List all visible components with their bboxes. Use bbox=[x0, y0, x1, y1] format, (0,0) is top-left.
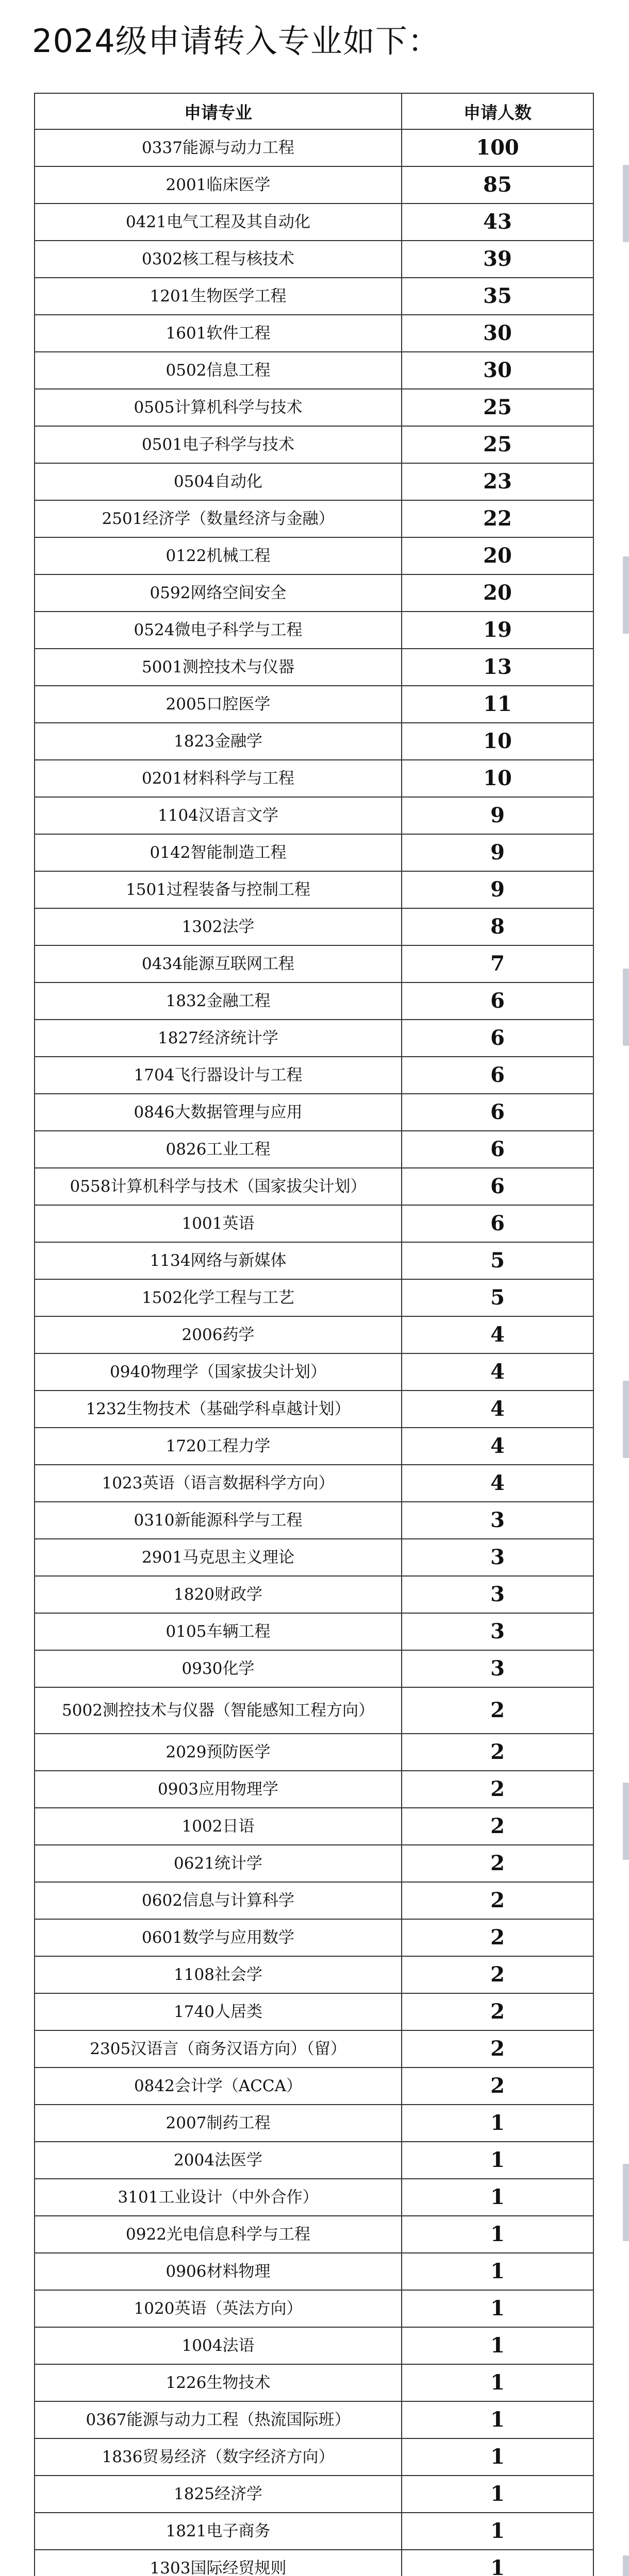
major-name-cell: 1836贸易经济（数字经济方向） bbox=[35, 2438, 402, 2476]
table-row bbox=[35, 1391, 593, 1428]
applicant-count-cell: 2 bbox=[402, 1734, 593, 1771]
applicant-count-cell: 9 bbox=[402, 871, 593, 908]
scroll-markers bbox=[622, 0, 629, 2576]
applicant-count-cell: 6 bbox=[402, 1057, 593, 1094]
table-body bbox=[35, 129, 593, 2576]
applicant-count-cell: 1 bbox=[402, 2550, 593, 2576]
table-row bbox=[35, 2513, 593, 2550]
major-name-cell: 0142智能制造工程 bbox=[35, 834, 402, 871]
major-name-cell: 2004法医学 bbox=[35, 2142, 402, 2179]
applicant-count-cell: 2 bbox=[402, 2067, 593, 2105]
table-row bbox=[35, 1882, 593, 1919]
table-row bbox=[35, 1613, 593, 1650]
page-title: 2024级申请转入专业如下： bbox=[32, 22, 440, 60]
major-name-cell: 1020英语（英法方向） bbox=[35, 2290, 402, 2327]
major-name-cell: 1226生物技术 bbox=[35, 2364, 402, 2401]
table-row bbox=[35, 2030, 593, 2067]
applicant-count-cell: 6 bbox=[402, 1020, 593, 1057]
major-name-cell: 0502信息工程 bbox=[35, 352, 402, 389]
major-name-cell: 0601数学与应用数学 bbox=[35, 1919, 402, 1956]
major-name-cell: 1201生物医学工程 bbox=[35, 278, 402, 315]
table-row bbox=[35, 2327, 593, 2364]
applicant-count-cell: 4 bbox=[402, 1465, 593, 1502]
major-name-cell: 0602信息与计算科学 bbox=[35, 1882, 402, 1919]
table-row bbox=[35, 278, 593, 315]
applicant-count-cell: 7 bbox=[402, 945, 593, 982]
scroll-marker bbox=[623, 2555, 629, 2576]
applicant-count-cell: 6 bbox=[402, 982, 593, 1020]
major-name-cell: 1134网络与新媒体 bbox=[35, 1242, 402, 1279]
table-row bbox=[35, 760, 593, 797]
table-row bbox=[35, 1020, 593, 1057]
applicant-count-cell: 9 bbox=[402, 834, 593, 871]
major-name-cell: 0558计算机科学与技术（国家拔尖计划） bbox=[35, 1168, 402, 1205]
applicant-count-cell: 3 bbox=[402, 1576, 593, 1613]
applicant-count-cell: 30 bbox=[402, 315, 593, 352]
applicant-count-cell: 2 bbox=[402, 1956, 593, 1993]
major-name-cell: 1601软件工程 bbox=[35, 315, 402, 352]
major-name-cell: 0592网络空间安全 bbox=[35, 574, 402, 612]
table-row bbox=[35, 1650, 593, 1687]
scroll-marker bbox=[623, 969, 629, 1046]
table-row bbox=[35, 500, 593, 537]
applicant-count-cell: 25 bbox=[402, 426, 593, 463]
table-row bbox=[35, 2179, 593, 2216]
applicant-count-cell: 1 bbox=[402, 2290, 593, 2327]
table-row bbox=[35, 2105, 593, 2142]
header-major: 申请专业 bbox=[35, 93, 402, 129]
table-row bbox=[35, 1919, 593, 1956]
applicant-count-cell: 22 bbox=[402, 500, 593, 537]
applicant-count-cell: 2 bbox=[402, 1919, 593, 1956]
table-row bbox=[35, 2067, 593, 2105]
applicant-count-cell: 100 bbox=[402, 129, 593, 166]
applicant-count-cell: 1 bbox=[402, 2364, 593, 2401]
scroll-marker bbox=[623, 556, 629, 634]
applicant-count-cell: 43 bbox=[402, 204, 593, 241]
table-row bbox=[35, 2290, 593, 2327]
table-row bbox=[35, 1993, 593, 2030]
major-name-cell: 0310新能源科学与工程 bbox=[35, 1502, 402, 1539]
major-name-cell: 0846大数据管理与应用 bbox=[35, 1094, 402, 1131]
applicant-count-cell: 3 bbox=[402, 1539, 593, 1576]
major-name-cell: 1832金融工程 bbox=[35, 982, 402, 1020]
major-name-cell: 0906材料物理 bbox=[35, 2253, 402, 2290]
major-name-cell: 1820财政学 bbox=[35, 1576, 402, 1613]
major-name-cell: 1720工程力学 bbox=[35, 1428, 402, 1465]
applicant-count-cell: 19 bbox=[402, 612, 593, 649]
applicant-count-cell: 30 bbox=[402, 352, 593, 389]
applicant-count-cell: 2 bbox=[402, 1687, 593, 1734]
table-row bbox=[35, 1465, 593, 1502]
table-row bbox=[35, 2253, 593, 2290]
major-name-cell: 1827经济统计学 bbox=[35, 1020, 402, 1057]
table-row bbox=[35, 2142, 593, 2179]
table-row bbox=[35, 1205, 593, 1242]
applicant-count-cell: 1 bbox=[402, 2401, 593, 2438]
table-row bbox=[35, 2216, 593, 2253]
major-name-cell: 0201材料科学与工程 bbox=[35, 760, 402, 797]
major-name-cell: 0504自动化 bbox=[35, 463, 402, 500]
major-name-cell: 1023英语（语言数据科学方向） bbox=[35, 1465, 402, 1502]
applicant-count-cell: 4 bbox=[402, 1391, 593, 1428]
applicant-count-cell: 9 bbox=[402, 797, 593, 834]
major-name-cell: 0903应用物理学 bbox=[35, 1771, 402, 1808]
applicant-count-cell: 10 bbox=[402, 723, 593, 760]
table-row bbox=[35, 871, 593, 908]
applicant-count-cell: 4 bbox=[402, 1428, 593, 1465]
applicant-count-cell: 25 bbox=[402, 389, 593, 426]
table-row bbox=[35, 1131, 593, 1168]
applicant-count-cell: 39 bbox=[402, 241, 593, 278]
table-row bbox=[35, 1539, 593, 1576]
scroll-marker bbox=[623, 165, 629, 242]
table-row bbox=[35, 315, 593, 352]
table-row bbox=[35, 241, 593, 278]
applicant-count-cell: 2 bbox=[402, 1882, 593, 1919]
table-row bbox=[35, 612, 593, 649]
table-row bbox=[35, 1687, 593, 1734]
table-row bbox=[35, 1428, 593, 1465]
major-name-cell: 5002测控技术与仪器（智能感知工程方向） bbox=[35, 1687, 402, 1734]
table-row bbox=[35, 1808, 593, 1845]
applicant-count-cell: 1 bbox=[402, 2253, 593, 2290]
applicant-count-cell: 20 bbox=[402, 537, 593, 574]
table-row bbox=[35, 166, 593, 204]
table-row bbox=[35, 1316, 593, 1353]
table-row bbox=[35, 1576, 593, 1613]
table-row bbox=[35, 1956, 593, 1993]
major-name-cell: 0621统计学 bbox=[35, 1845, 402, 1882]
table-row bbox=[35, 723, 593, 760]
major-name-cell: 2001临床医学 bbox=[35, 166, 402, 204]
applicant-count-cell: 1 bbox=[402, 2476, 593, 2513]
applicant-count-cell: 5 bbox=[402, 1242, 593, 1279]
table-row bbox=[35, 2438, 593, 2476]
major-name-cell: 1232生物技术（基础学科卓越计划） bbox=[35, 1391, 402, 1428]
major-name-cell: 0501电子科学与技术 bbox=[35, 426, 402, 463]
major-name-cell: 1740人居类 bbox=[35, 1993, 402, 2030]
table-row bbox=[35, 1502, 593, 1539]
table-row bbox=[35, 2476, 593, 2513]
table-row bbox=[35, 426, 593, 463]
major-name-cell: 0122机械工程 bbox=[35, 537, 402, 574]
applicant-count-cell: 1 bbox=[402, 2327, 593, 2364]
applicant-count-cell: 1 bbox=[402, 2179, 593, 2216]
major-name-cell: 3101工业设计（中外合作） bbox=[35, 2179, 402, 2216]
applicant-count-cell: 3 bbox=[402, 1650, 593, 1687]
scroll-marker bbox=[623, 1381, 629, 1458]
table-row bbox=[35, 2550, 593, 2576]
scroll-marker bbox=[623, 2164, 629, 2241]
major-name-cell: 1302法学 bbox=[35, 908, 402, 945]
major-name-cell: 0421电气工程及其自动化 bbox=[35, 204, 402, 241]
header-count: 申请人数 bbox=[402, 93, 593, 129]
table-row bbox=[35, 2364, 593, 2401]
major-name-cell: 1825经济学 bbox=[35, 2476, 402, 2513]
major-name-cell: 2007制药工程 bbox=[35, 2105, 402, 2142]
applicant-count-cell: 2 bbox=[402, 1845, 593, 1882]
table-row bbox=[35, 1168, 593, 1205]
table-row bbox=[35, 908, 593, 945]
major-name-cell: 2005口腔医学 bbox=[35, 686, 402, 723]
table-row bbox=[35, 352, 593, 389]
table-row bbox=[35, 1242, 593, 1279]
major-name-cell: 0922光电信息科学与工程 bbox=[35, 2216, 402, 2253]
table-row bbox=[35, 574, 593, 612]
table-row bbox=[35, 463, 593, 500]
major-name-cell: 1108社会学 bbox=[35, 1956, 402, 1993]
applicant-count-cell: 1 bbox=[402, 2513, 593, 2550]
table-row bbox=[35, 1353, 593, 1391]
major-name-cell: 2305汉语言（商务汉语方向）（留） bbox=[35, 2030, 402, 2067]
applicant-count-cell: 35 bbox=[402, 278, 593, 315]
major-name-cell: 0302核工程与核技术 bbox=[35, 241, 402, 278]
scroll-marker bbox=[623, 1783, 629, 1860]
major-name-cell: 0930化学 bbox=[35, 1650, 402, 1687]
major-name-cell: 1821电子商务 bbox=[35, 2513, 402, 2550]
applicant-count-cell: 4 bbox=[402, 1353, 593, 1391]
applicant-count-cell: 10 bbox=[402, 760, 593, 797]
majors-table bbox=[34, 93, 594, 2576]
table-row bbox=[35, 1094, 593, 1131]
applicant-count-cell: 8 bbox=[402, 908, 593, 945]
major-name-cell: 1502化学工程与工艺 bbox=[35, 1279, 402, 1316]
table-row bbox=[35, 389, 593, 426]
table-row bbox=[35, 649, 593, 686]
applicant-count-cell: 6 bbox=[402, 1168, 593, 1205]
applicant-count-cell: 13 bbox=[402, 649, 593, 686]
applicant-count-cell: 23 bbox=[402, 463, 593, 500]
applicant-count-cell: 2 bbox=[402, 2030, 593, 2067]
applicant-count-cell: 20 bbox=[402, 574, 593, 612]
table-row bbox=[35, 982, 593, 1020]
table-row bbox=[35, 1734, 593, 1771]
applicant-count-cell: 3 bbox=[402, 1613, 593, 1650]
major-name-cell: 2006药学 bbox=[35, 1316, 402, 1353]
majors-table-container bbox=[34, 93, 593, 2576]
table-row bbox=[35, 537, 593, 574]
major-name-cell: 0524微电子科学与工程 bbox=[35, 612, 402, 649]
table-row bbox=[35, 2401, 593, 2438]
applicant-count-cell: 6 bbox=[402, 1131, 593, 1168]
applicant-count-cell: 1 bbox=[402, 2438, 593, 2476]
table-row bbox=[35, 1279, 593, 1316]
major-name-cell: 0105车辆工程 bbox=[35, 1613, 402, 1650]
applicant-count-cell: 85 bbox=[402, 166, 593, 204]
major-name-cell: 0842会计学（ACCA） bbox=[35, 2067, 402, 2105]
major-name-cell: 1004法语 bbox=[35, 2327, 402, 2364]
applicant-count-cell: 4 bbox=[402, 1316, 593, 1353]
table-row bbox=[35, 1845, 593, 1882]
table-row bbox=[35, 1771, 593, 1808]
table-row bbox=[35, 945, 593, 982]
major-name-cell: 0505计算机科学与技术 bbox=[35, 389, 402, 426]
applicant-count-cell: 2 bbox=[402, 1993, 593, 2030]
applicant-count-cell: 6 bbox=[402, 1094, 593, 1131]
applicant-count-cell: 2 bbox=[402, 1808, 593, 1845]
applicant-count-cell: 6 bbox=[402, 1205, 593, 1242]
applicant-count-cell: 1 bbox=[402, 2216, 593, 2253]
table-row bbox=[35, 686, 593, 723]
major-name-cell: 1002日语 bbox=[35, 1808, 402, 1845]
major-name-cell: 0434能源互联网工程 bbox=[35, 945, 402, 982]
major-name-cell: 2029预防医学 bbox=[35, 1734, 402, 1771]
table-row bbox=[35, 797, 593, 834]
table-row bbox=[35, 129, 593, 166]
applicant-count-cell: 2 bbox=[402, 1771, 593, 1808]
major-name-cell: 1001英语 bbox=[35, 1205, 402, 1242]
applicant-count-cell: 3 bbox=[402, 1502, 593, 1539]
table-row bbox=[35, 834, 593, 871]
major-name-cell: 1704飞行器设计与工程 bbox=[35, 1057, 402, 1094]
table-row bbox=[35, 204, 593, 241]
major-name-cell: 1501过程装备与控制工程 bbox=[35, 871, 402, 908]
table-row bbox=[35, 1057, 593, 1094]
table-header-row bbox=[35, 93, 593, 129]
applicant-count-cell: 5 bbox=[402, 1279, 593, 1316]
major-name-cell: 0940物理学（国家拔尖计划） bbox=[35, 1353, 402, 1391]
major-name-cell: 0337能源与动力工程 bbox=[35, 129, 402, 166]
applicant-count-cell: 11 bbox=[402, 686, 593, 723]
major-name-cell: 1303国际经贸规则 bbox=[35, 2550, 402, 2576]
applicant-count-cell: 1 bbox=[402, 2105, 593, 2142]
major-name-cell: 1104汉语言文学 bbox=[35, 797, 402, 834]
major-name-cell: 5001测控技术与仪器 bbox=[35, 649, 402, 686]
major-name-cell: 0367能源与动力工程（热流国际班） bbox=[35, 2401, 402, 2438]
major-name-cell: 1823金融学 bbox=[35, 723, 402, 760]
major-name-cell: 2901马克思主义理论 bbox=[35, 1539, 402, 1576]
major-name-cell: 2501经济学（数量经济与金融） bbox=[35, 500, 402, 537]
major-name-cell: 0826工业工程 bbox=[35, 1131, 402, 1168]
applicant-count-cell: 1 bbox=[402, 2142, 593, 2179]
